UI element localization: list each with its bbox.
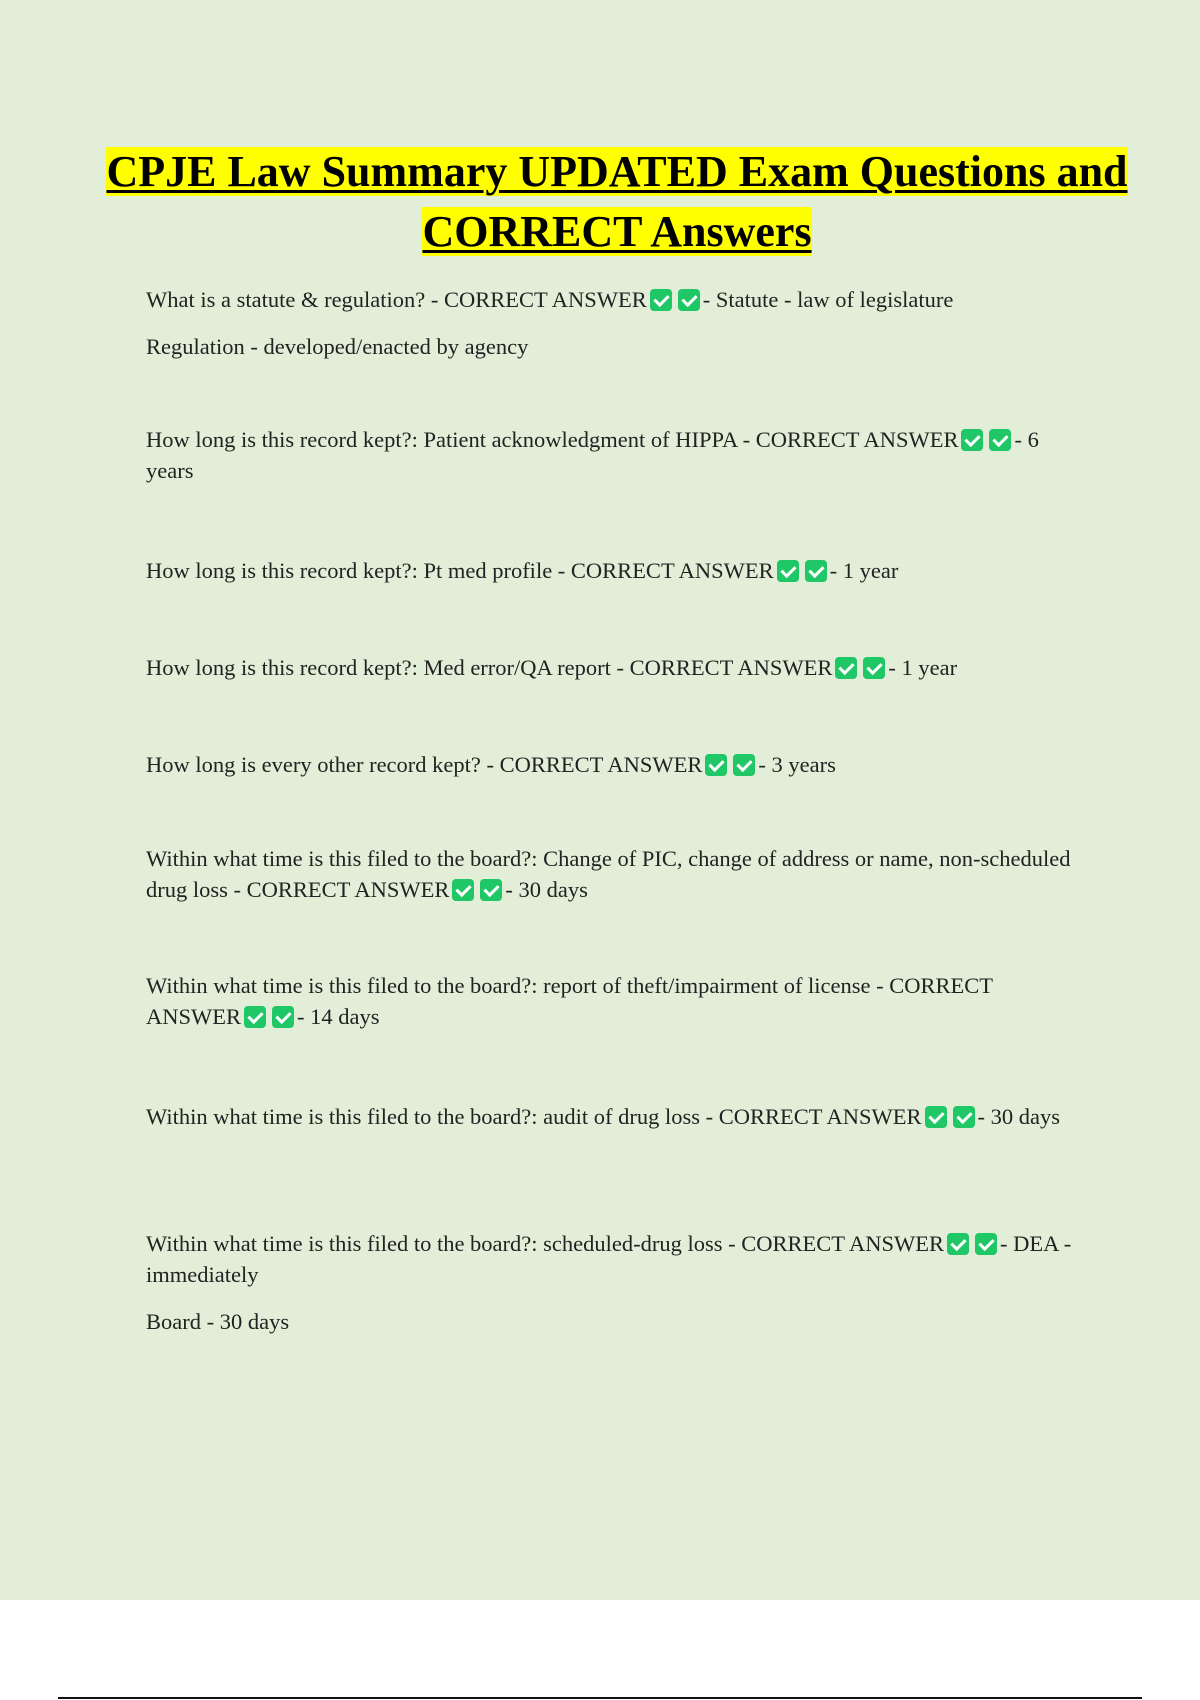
check-icon xyxy=(705,754,727,776)
check-icon xyxy=(953,1106,975,1128)
document-title: CPJE Law Summary UPDATED Exam Questions and CORRECT Answers xyxy=(106,147,1128,256)
check-icon xyxy=(805,560,827,582)
qa-item: Within what time is this filed to the board?: audit of drug loss - CORRECT ANSWER - 30 days xyxy=(146,1104,1060,1129)
qa-item: How long is this record kept?: Pt med profile - CORRECT ANSWER - 1 year xyxy=(146,558,899,583)
qa-item: Within what time is this filed to the board?: scheduled-drug loss - CORRECT ANSWER - DEA - immediately Board - 30 days xyxy=(146,1231,1072,1334)
check-icon xyxy=(961,429,983,451)
check-icon xyxy=(989,429,1011,451)
qa-item: Within what time is this filed to the board?: Change of PIC, change of address or name, non-scheduled drug loss - CORRECT ANSWER - 30 days xyxy=(146,846,1071,902)
footer-divider xyxy=(58,1697,1142,1699)
check-icon xyxy=(947,1233,969,1255)
qa-item: What is a statute & regulation? - CORRECT ANSWER - Statute - law of legislature Regulation - developed/enacted by agency xyxy=(146,287,954,359)
qa-item: How long is this record kept?: Patient acknowledgment of HIPPA - CORRECT ANSWER - 6 years xyxy=(146,427,1039,483)
check-icon xyxy=(777,560,799,582)
check-icon xyxy=(452,879,474,901)
check-icon xyxy=(925,1106,947,1128)
check-icon xyxy=(975,1233,997,1255)
check-icon xyxy=(272,1006,294,1028)
qa-item: How long is every other record kept? - CORRECT ANSWER - 3 years xyxy=(146,752,836,777)
qa-item: Within what time is this filed to the board?: report of theft/impairment of license - CORRECT ANSWER - 14 days xyxy=(146,973,993,1029)
check-icon xyxy=(863,657,885,679)
qa-item: How long is this record kept?: Med error/QA report - CORRECT ANSWER - 1 year xyxy=(146,655,958,680)
check-icon xyxy=(650,289,672,311)
check-icon xyxy=(244,1006,266,1028)
check-icon xyxy=(678,289,700,311)
check-icon xyxy=(835,657,857,679)
check-icon xyxy=(480,879,502,901)
check-icon xyxy=(733,754,755,776)
